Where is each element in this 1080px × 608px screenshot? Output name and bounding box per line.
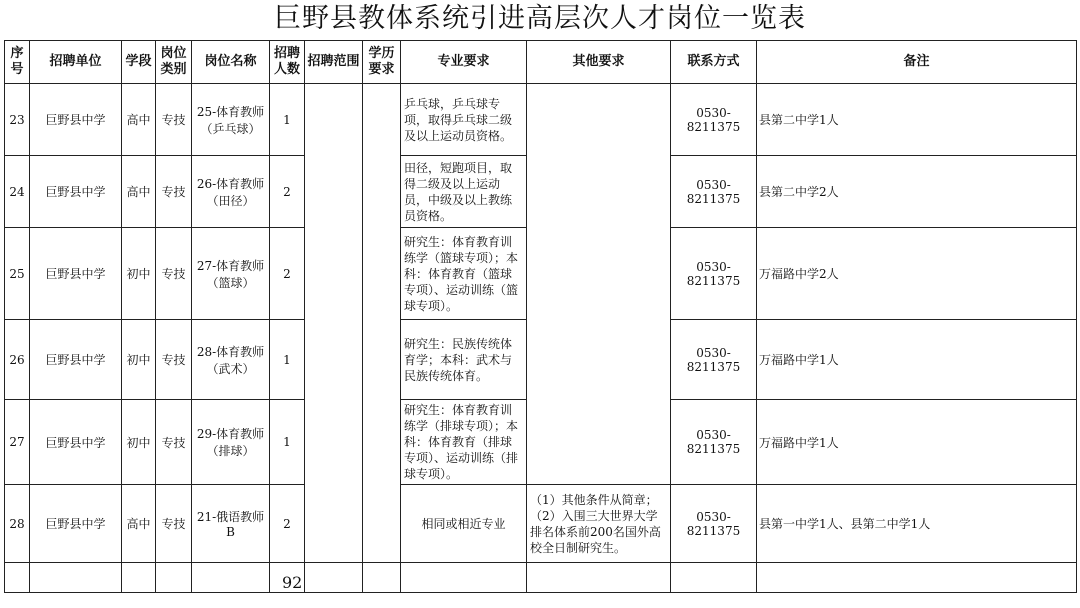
header-contact: 联系方式 [671,41,757,84]
cell-empty [305,563,363,593]
cell-empty [401,563,527,593]
cell-empty [122,563,156,593]
cell-count: 2 [270,485,305,563]
cell-contact: 0530-8211375 [671,84,757,156]
header-degree: 学历要求 [363,41,401,84]
cell-major: 相同或相近专业 [401,485,527,563]
cell-stage: 高中 [122,84,156,156]
cell-note: 万福路中学1人 [757,320,1077,400]
cell-category: 专技 [156,320,192,400]
cell-empty [156,563,192,593]
cell-empty [671,563,757,593]
cell-major: 研究生：体育教育训练学（篮球专项）；本科：体育教育（篮球专项）、运动训练（篮球专项）。 [401,228,527,320]
cell-unit: 巨野县中学 [30,485,122,563]
header-category: 岗位类别 [156,41,192,84]
cell-category: 专技 [156,228,192,320]
cell-count: 2 [270,156,305,228]
cell-major: 研究生：体育教育训练学（排球专项）；本科：体育教育（排球专项）、运动训练（排球专项）。 [401,400,527,485]
cell-count: 1 [270,320,305,400]
cell-count: 2 [270,228,305,320]
cell-note: 万福路中学1人 [757,400,1077,485]
positions-table [4,40,1077,593]
cell-unit: 巨野县中学 [30,228,122,320]
cell-contact: 0530-8211375 [671,156,757,228]
cell-unit: 巨野县中学 [30,400,122,485]
cell-position: 29-体育教师（排球） [192,400,270,485]
cell-stage: 高中 [122,156,156,228]
cell-note: 万福路中学2人 [757,228,1077,320]
cell-major: 乒乓球，乒乓球专项，取得乒乓球二级及以上运动员资格。 [401,84,527,156]
cell-seq: 23 [5,84,30,156]
total-count: 92 [270,563,305,593]
page-title: 巨野县教体系统引进高层次人才岗位一览表 [274,3,806,34]
header-stage: 学段 [122,41,156,84]
cell-empty [527,563,671,593]
cell-count: 1 [270,400,305,485]
cell-contact: 0530-8211375 [671,228,757,320]
table-row [5,84,1077,156]
cell-note: 县第一中学1人、县第二中学1人 [757,485,1077,563]
header-note: 备注 [757,41,1077,84]
cell-scope-merged [305,84,363,563]
total-row [5,563,1077,593]
cell-note: 县第二中学2人 [757,156,1077,228]
cell-seq: 27 [5,400,30,485]
cell-position: 28-体育教师（武术） [192,320,270,400]
cell-position: 25-体育教师（乒乓球） [192,84,270,156]
cell-category: 专技 [156,84,192,156]
cell-contact: 0530-8211375 [671,400,757,485]
cell-stage: 初中 [122,400,156,485]
cell-empty [5,563,30,593]
table-row [5,485,1077,563]
cell-contact: 0530-8211375 [671,320,757,400]
cell-seq: 25 [5,228,30,320]
cell-degree-merged [363,84,401,563]
cell-empty [757,563,1077,593]
header-unit: 招聘单位 [30,41,122,84]
header-other: 其他要求 [527,41,671,84]
header-scope: 招聘范围 [305,41,363,84]
cell-empty [30,563,122,593]
cell-major: 田径，短跑项目，取得二级及以上运动员，中级及以上教练员资格。 [401,156,527,228]
cell-stage: 初中 [122,320,156,400]
cell-position: 21-俄语教师B [192,485,270,563]
cell-empty [192,563,270,593]
header-seq: 序号 [5,41,30,84]
header-count: 招聘人数 [270,41,305,84]
cell-unit: 巨野县中学 [30,84,122,156]
cell-other: （1）其他条件从简章；（2）入围三大世界大学排名体系前200名国外高校全日制研究生。 [527,485,671,563]
cell-seq: 24 [5,156,30,228]
header-major: 专业要求 [401,41,527,84]
cell-category: 专技 [156,400,192,485]
cell-category: 专技 [156,156,192,228]
cell-empty [363,563,401,593]
cell-stage: 初中 [122,228,156,320]
cell-unit: 巨野县中学 [30,320,122,400]
cell-seq: 28 [5,485,30,563]
header-position: 岗位名称 [192,41,270,84]
cell-count: 1 [270,84,305,156]
cell-seq: 26 [5,320,30,400]
cell-other-merged [527,84,671,485]
cell-position: 26-体育教师（田径） [192,156,270,228]
cell-contact: 0530-8211375 [671,485,757,563]
cell-major: 研究生：民族传统体育学；本科：武术与民族传统体育。 [401,320,527,400]
header-row [5,41,1077,84]
cell-stage: 高中 [122,485,156,563]
cell-unit: 巨野县中学 [30,156,122,228]
cell-position: 27-体育教师（篮球） [192,228,270,320]
cell-category: 专技 [156,485,192,563]
cell-note: 县第二中学1人 [757,84,1077,156]
